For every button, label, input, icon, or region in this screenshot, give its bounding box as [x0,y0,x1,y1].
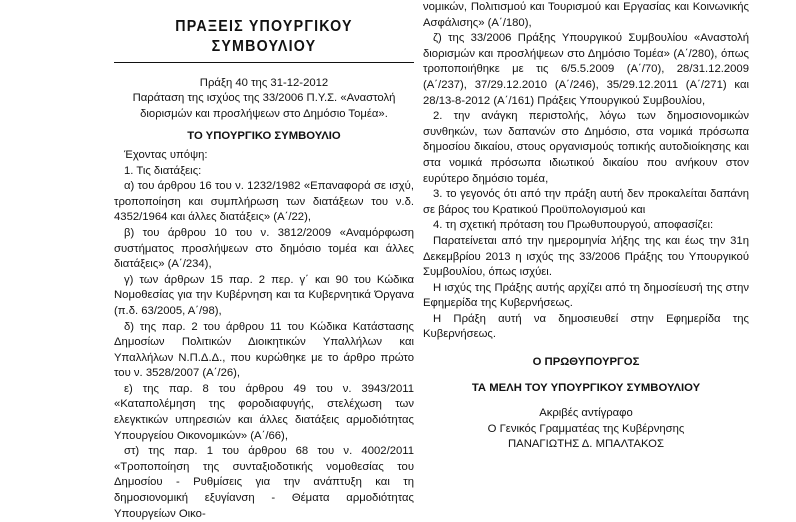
paragraph: Η Πράξη αυτή να δημοσιευθεί στην Εφημερίδα της Κυβερνήσεως. [423,312,749,341]
paragraph: Παρατείνεται από την ημερομηνία λήξης της και έως την 31η Δεκεμβρίου 2013 η ισχύς της 33/2006 Πράξης του Υπουργικού Συμβουλίου, όπως ισχύει. [423,234,749,279]
prime-minister-heading: Ο ΠΡΩΘΥΠΟΥΡΓΟΣ [532,356,640,369]
paragraph: γ) των άρθρων 15 παρ. 2 περ. γ΄ και 90 του Κώδικα Νομοθεσίας για την Κυβέρνηση και τα Κυβερνητικά Όργανα (π.δ. 63/2005, Α΄/98), [114,273,414,317]
right-column [423,0,749,453]
left-column [114,0,414,522]
act-number: Πράξη 40 της 31-12-2012 [199,76,329,89]
paragraph: νομικών, Πολιτισμού και Τουρισμού και Εργασίας και Κοινωνικής Ασφάλισης» (Α΄/180), [423,1,749,29]
council-heading: ΤΟ ΥΠΟΥΡΓΙΚΟ ΣΥΜΒΟΥΛΙΟ [187,130,341,143]
paragraph: στ) της παρ. 1 του άρθρου 68 του ν. 4002/2011 «Τροποποίηση της συνταξιοδοτικής νομοθεσίας του Δημοσίου - Ρυθμίσεις για την ανάπτυξη και τη δημοσιονομική εξυγίανση - Θέματα αρμοδιότητας Υπουργείων Οικο- [114,445,414,520]
council-members-heading: ΤΑ ΜΕΛΗ ΤΟΥ ΥΠΟΥΡΓΙΚΟΥ ΣΥΜΒΟΥΛΙΟΥ [471,381,701,394]
paragraph: 1. Τις διατάξεις: [124,164,202,177]
section-heading: ΠΡΑΞΕΙΣ ΥΠΟΥΡΓΙΚΟΥ ΣΥΜΒΟΥΛΙΟΥ [175,18,353,55]
paragraph: Έχοντας υπόψη: [124,148,208,161]
paragraph: ε) της παρ. 8 του άρθρου 49 του ν. 3943/2011 «Καταπολέμηση της φοροδιαφυγής, στελέχωση των ελεγκτικών υπηρεσιών και άλλες διατάξεις αρμοδιότητας Υπουργείου Οικονομικών» (Α΄/66), [114,382,414,442]
paragraph: 3. το γεγονός ότι από την πράξη αυτή δεν προκαλείται δαπάνη σε βάρος του Κρατικού Προϋπολογισμού και [423,188,749,216]
paragraph: 4. τη σχετική πρόταση του Πρωθυπουργού, αποφασίζει: [433,219,714,232]
paragraph: 2. την ανάγκη περιστολής, λόγω των δημοσιονομικών συνθηκών, των δαπανών στο Δημόσιο, στα νομικά πρόσωπα δημοσίου δικαίου, στους οργανισμούς τοπικής αυτοδιοίκησης και στα νομικά πρόσωπα ιδιωτικού δικαίου που ανήκουν στον ευρύτερο δημόσιο τομέα, [423,110,749,185]
paragraph: Η ισχύς της Πράξης αυτής αρχίζει από τη δημοσίευσή της στην Εφημερίδα της Κυβερνήσεως. [423,281,749,310]
paragraph: β) του άρθρου 10 του ν. 3812/2009 «Αναμόρφωση συστήματος προσλήψεων στο δημόσιο τομέα και άλλες διατάξεις» (Α΄/234), [114,226,414,271]
paragraph: α) του άρθρου 16 του ν. 1232/1982 «Επαναφορά σε ισχύ, τροποποίηση και συμπλήρωση των διατάξεων του ν.δ. 4352/1964 και άλλες διατάξεις» (Α΄/22), [114,180,414,224]
paragraph: δ) της παρ. 2 του άρθρου 11 του Κώδικα Κατάστασης Δημοσίων Πολιτικών Διοικητικών Υπαλλήλων και Υπαλλήλων Ν.Π.Δ.Δ., που κυρώθηκε με το άρθρο πρώτο του ν. 3528/2007 (Α΄/26), [114,320,414,380]
secretary-title: Ο Γενικός Γραμματέας της Κυβέρνησης [487,422,685,435]
heading-rule [114,62,414,63]
signatory-name: ΠΑΝΑΓΙΩΤΗΣ Δ. ΜΠΑΛΤΑΚΟΣ [508,438,664,451]
act-title: Παράταση της ισχύος της 33/2006 Π.Υ.Σ. «Αναστολή διορισμών και προσλήψεων στο Δημόσιο Τομέα». [132,92,396,120]
certified-copy: Ακριβές αντίγραφο [539,407,633,420]
paragraph: ζ) της 33/2006 Πράξης Υπουργικού Συμβουλίου «Αναστολή διορισμών και προσλήψεων στο Δημόσιο Τομέα» (Α΄/280), όπως τροποποιήθηκε με τις 6/5.5.2009 (Α΄/70), 28/31.12.2009 (Α΄/237), 37/29.12.2010 (Α΄/246), 35/29.12.2011 (Α΄/271) και 28/13-8-2012 (Α΄/161) Πράξεις Υπουργικού Συμβουλίου, [423,32,749,107]
